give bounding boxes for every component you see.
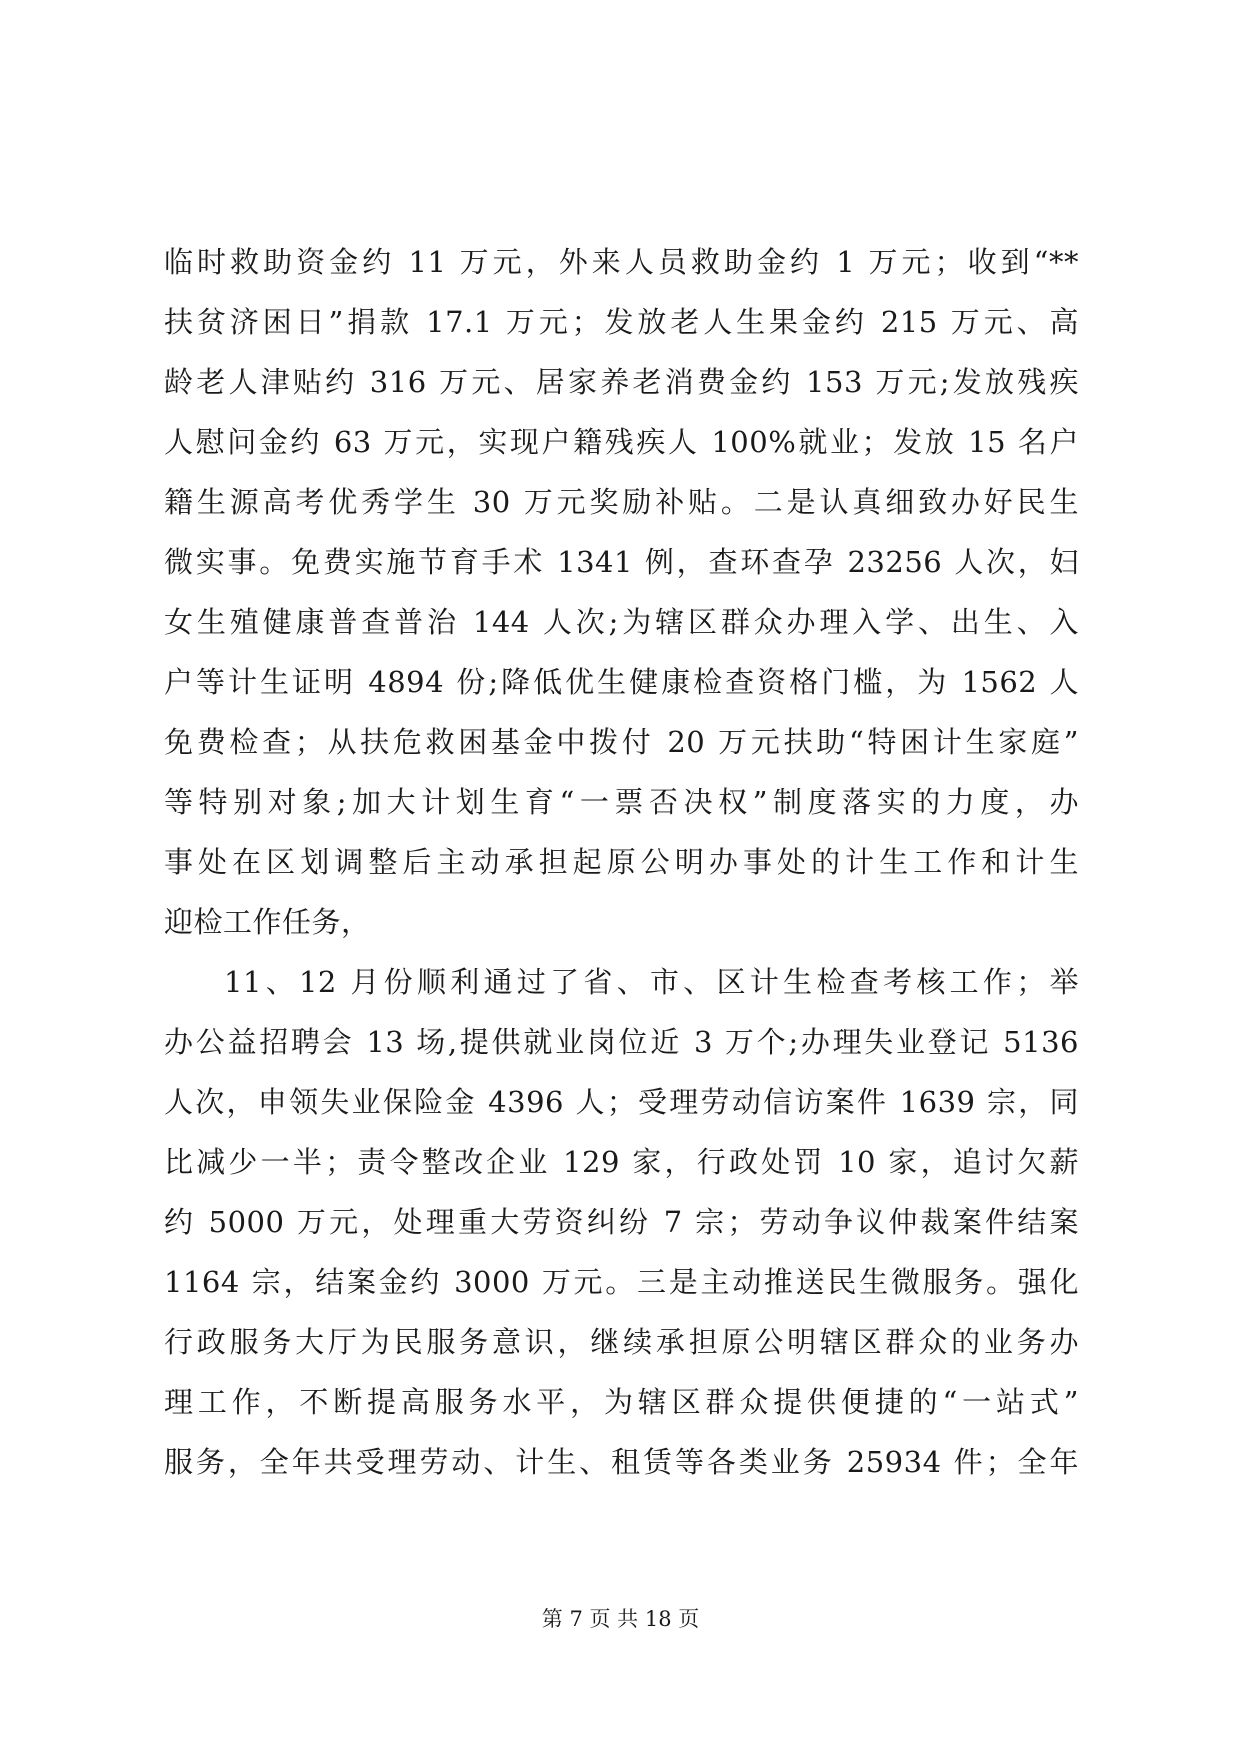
- text-line: 事处在区划调整后主动承担起原公明办事处的计生工作和计生: [164, 845, 1079, 879]
- text-line: 免费检查；从扶危救困基金中拨付 20 万元扶助“特困计生家庭”: [164, 725, 1079, 759]
- text-line: 女生殖健康普查普治 144 人次;为辖区群众办理入学、出生、入: [164, 605, 1079, 639]
- text-line: 籍生源高考优秀学生 30 万元奖励补贴。二是认真细致办好民生: [164, 485, 1079, 519]
- text-line: 迎检工作任务，: [164, 905, 371, 939]
- text-line: 临时救助资金约 11 万元，外来人员救助金约 1 万元；收到“**: [164, 245, 1079, 279]
- text-line: 1164 宗，结案金约 3000 万元。三是主动推送民生微服务。强化: [164, 1265, 1079, 1299]
- text-line: 等特别对象;加大计划生育“一票否决权”制度落实的力度，办: [164, 785, 1079, 819]
- page-footer: [0, 1604, 1241, 1634]
- text-line: 微实事。免费实施节育手术 1341 例，查环查孕 23256 人次，妇: [164, 545, 1079, 579]
- text-line: 龄老人津贴约 316 万元、居家养老消费金约 153 万元;发放残疾: [164, 365, 1079, 399]
- text-line: 人次，申领失业保险金 4396 人；受理劳动信访案件 1639 宗，同: [164, 1085, 1079, 1119]
- text-line: 办公益招聘会 13 场,提供就业岗位近 3 万个;办理失业登记 5136: [164, 1025, 1079, 1059]
- text-line: 人慰问金约 63 万元，实现户籍残疾人 100%就业；发放 15 名户: [164, 425, 1079, 459]
- text-line: 扶贫济困日”捐款 17.1 万元；发放老人生果金约 215 万元、高: [164, 305, 1079, 339]
- text-line: 行政服务大厅为民服务意识，继续承担原公明辖区群众的业务办: [164, 1325, 1079, 1359]
- text-line: 服务，全年共受理劳动、计生、租赁等各类业务 25934 件；全年: [164, 1445, 1079, 1479]
- text-line: 比减少一半；责令整改企业 129 家，行政处罚 10 家，追讨欠薪: [164, 1145, 1079, 1179]
- text-line: 约 5000 万元，处理重大劳资纠纷 7 宗；劳动争议仲裁案件结案: [164, 1205, 1079, 1239]
- text-line: 11、12 月份顺利通过了省、市、区计生检查考核工作；举: [224, 965, 1079, 999]
- page-number: 第 7 页 共 18 页: [541, 1607, 700, 1631]
- body-text: [164, 232, 1079, 1492]
- text-line: 户等计生证明 4894 份;降低优生健康检查资格门槛，为 1562 人: [164, 665, 1079, 699]
- paragraph-2: [164, 952, 1079, 1492]
- paragraph-1: [164, 232, 1079, 952]
- text-line: 理工作，不断提高服务水平，为辖区群众提供便捷的“一站式”: [164, 1385, 1079, 1419]
